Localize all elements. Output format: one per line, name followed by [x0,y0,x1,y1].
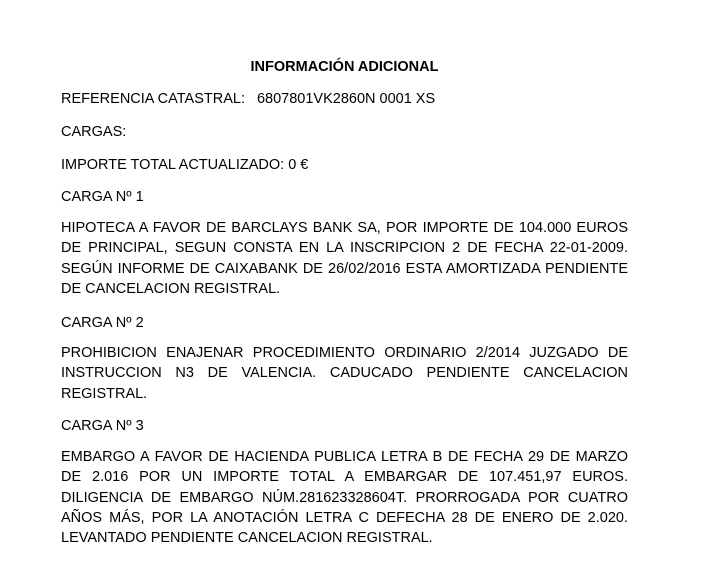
importe-total: IMPORTE TOTAL ACTUALIZADO: 0 € [61,157,309,173]
document-title: INFORMACIÓN ADICIONAL [250,59,439,75]
referencia-value: 6807801VK2860N 0001 XS [256,91,436,107]
carga-3-heading: CARGA Nº 3 [61,418,144,434]
carga-1-heading: CARGA Nº 1 [61,189,144,205]
carga-2-heading: CARGA Nº 2 [61,315,144,331]
referencia-catastral [61,90,435,108]
carga-2-text: PROHIBICION ENAJENAR PROCEDIMIENTO ORDINARIO 2/2014 JUZGADO DE INSTRUCCION N3 DE VALENCIA. CADUCADO PENDIENTE CANCELACION REGISTRAL. [61,345,628,402]
carga-3-text: EMBARGO A FAVOR DE HACIENDA PUBLICA LETRA B DE FECHA 29 DE MARZO DE 2.016 POR UN IMPORTE TOTAL A EMBARGAR DE 107.451,97 EUROS. DILIGENCIA DE EMBARGO NÚM.281623328604T. PRORROGADA POR CUATRO AÑOS MÁS, POR LA ANOTACIÓN LETRA C DEFECHA 28 DE ENERO DE 2.020. LEVANTADO PENDIENTE CANCELACION REGISTRAL. [61,449,628,547]
carga-1-text: HIPOTECA A FAVOR DE BARCLAYS BANK SA, POR IMPORTE DE 104.000 EUROS DE PRINCIPAL, SEGUN CONSTA EN LA INSCRIPCION 2 DE FECHA 22-01-2009. SEGÚN INFORME DE CAIXABANK DE 26/02/2016 ESTA AMORTIZADA PENDIENTE DE CANCELACION REGISTRAL. [61,220,628,297]
cargas-label: CARGAS: [61,124,127,140]
referencia-label: REFERENCIA CATASTRAL: [61,91,245,107]
